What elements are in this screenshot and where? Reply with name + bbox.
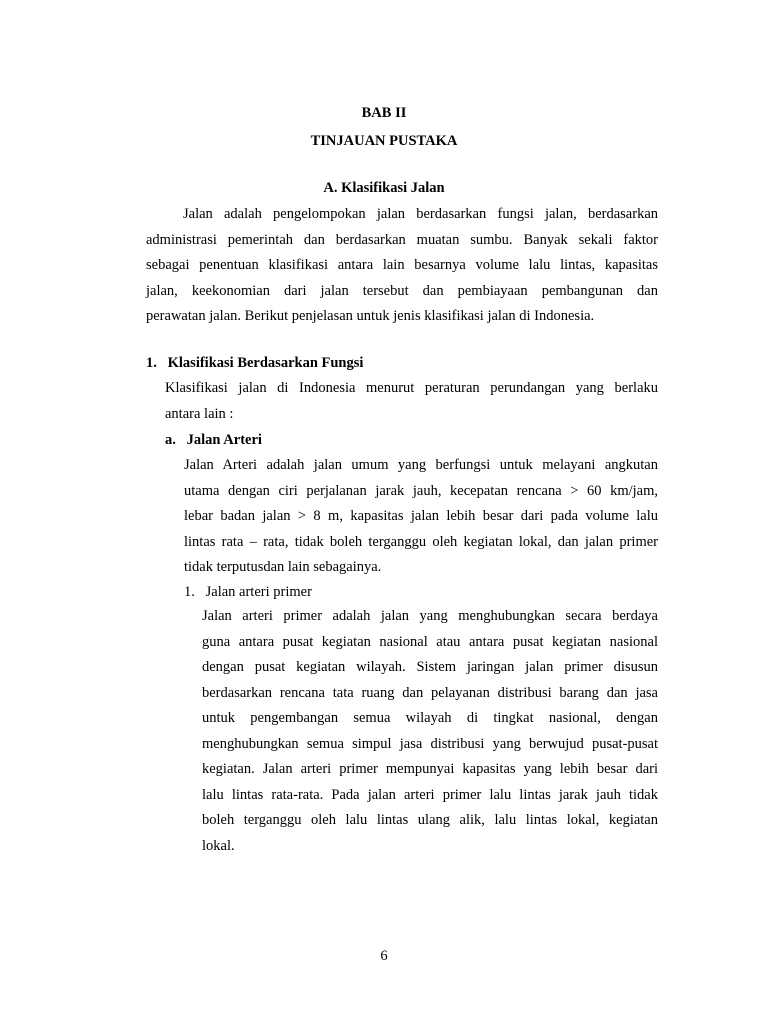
list-heading-title: Jalan Arteri — [186, 432, 262, 448]
sub-number: 1. — [184, 584, 195, 600]
page-number: 6 — [380, 948, 388, 964]
arteri-line: utama dengan ciri perjalanan jarak jauh, kecepatan rencana > 60 km/jam, — [184, 482, 658, 499]
primer-paragraph — [202, 604, 658, 859]
intro-line: sebagai penentuan klasifikasi antara lain besarnya volume lalu lintas, kapasitas — [146, 257, 658, 273]
sub-heading-1 — [184, 582, 312, 602]
list-heading-title: Klasifikasi Berdasarkan Fungsi — [167, 355, 364, 371]
intro-line: administrasi pemerintah dan berdasarkan muatan sumbu. Banyak sekali faktor — [146, 231, 658, 248]
item1-line: Klasifikasi jalan di Indonesia menurut peraturan perundangan yang berlaku — [165, 380, 658, 396]
arteri-paragraph — [184, 453, 658, 581]
list-letter: a. — [165, 432, 176, 448]
intro-paragraph — [146, 202, 658, 330]
primer-line: kegiatan. Jalan arteri primer mempunyai kapasitas yang lebih besar dari — [202, 761, 658, 777]
sub-heading-title: Jalan arteri primer — [205, 584, 312, 600]
item1-paragraph — [165, 376, 658, 427]
item1-line: antara lain : — [165, 405, 234, 422]
primer-line: dengan pusat kegiatan wilayah. Sistem jaringan jalan primer disusun — [202, 659, 658, 675]
primer-line: guna antara pusat kegiatan nasional atau antara pusat kegiatan nasional — [202, 633, 658, 650]
section-heading-a: A. Klasifikasi Jalan — [323, 180, 445, 196]
arteri-line: lebar badan jalan > 8 m, kapasitas jalan lebih besar dari pada volume lalu — [184, 508, 658, 524]
chapter-number: BAB II — [361, 105, 407, 121]
list-heading-a — [165, 430, 262, 450]
intro-line: jalan, keekonomian dari jalan tersebut dan pembiayaan pembangunan dan — [146, 282, 658, 299]
primer-line: boleh terganggu oleh lalu lintas ulang alik, lalu lintas lokal, kegiatan — [202, 812, 658, 828]
arteri-line: lintas rata – rata, tidak boleh terganggu oleh kegiatan lokal, dan jalan primer — [184, 533, 658, 550]
primer-line: Jalan arteri primer adalah jalan yang menghubungkan secara berdaya — [202, 608, 658, 624]
primer-line: menghubungkan semua simpul jasa distribusi yang berwujud pusat-pusat — [202, 735, 658, 752]
arteri-line: tidak terputusdan lain sebagainya. — [184, 559, 382, 575]
primer-line: lokal. — [202, 837, 235, 854]
list-heading-1 — [146, 353, 363, 373]
primer-line: lalu lintas rata-rata. Pada jalan arteri primer lalu lintas jarak jauh tidak — [202, 786, 658, 803]
chapter-title: TINJAUAN PUSTAKA — [310, 133, 458, 149]
primer-line: berdasarkan rencana tata ruang dan pelayanan distribusi barang dan jasa — [202, 684, 658, 701]
primer-line: untuk pengembangan semua wilayah di tingkat nasional, dengan — [202, 710, 658, 726]
intro-line: perawatan jalan. Berikut penjelasan untuk jenis klasifikasi jalan di Indonesia. — [146, 308, 595, 324]
arteri-line: Jalan Arteri adalah jalan umum yang berfungsi untuk melayani angkutan — [184, 457, 658, 473]
list-number: 1. — [146, 355, 157, 371]
intro-line: Jalan adalah pengelompokan jalan berdasarkan fungsi jalan, berdasarkan — [183, 206, 658, 222]
